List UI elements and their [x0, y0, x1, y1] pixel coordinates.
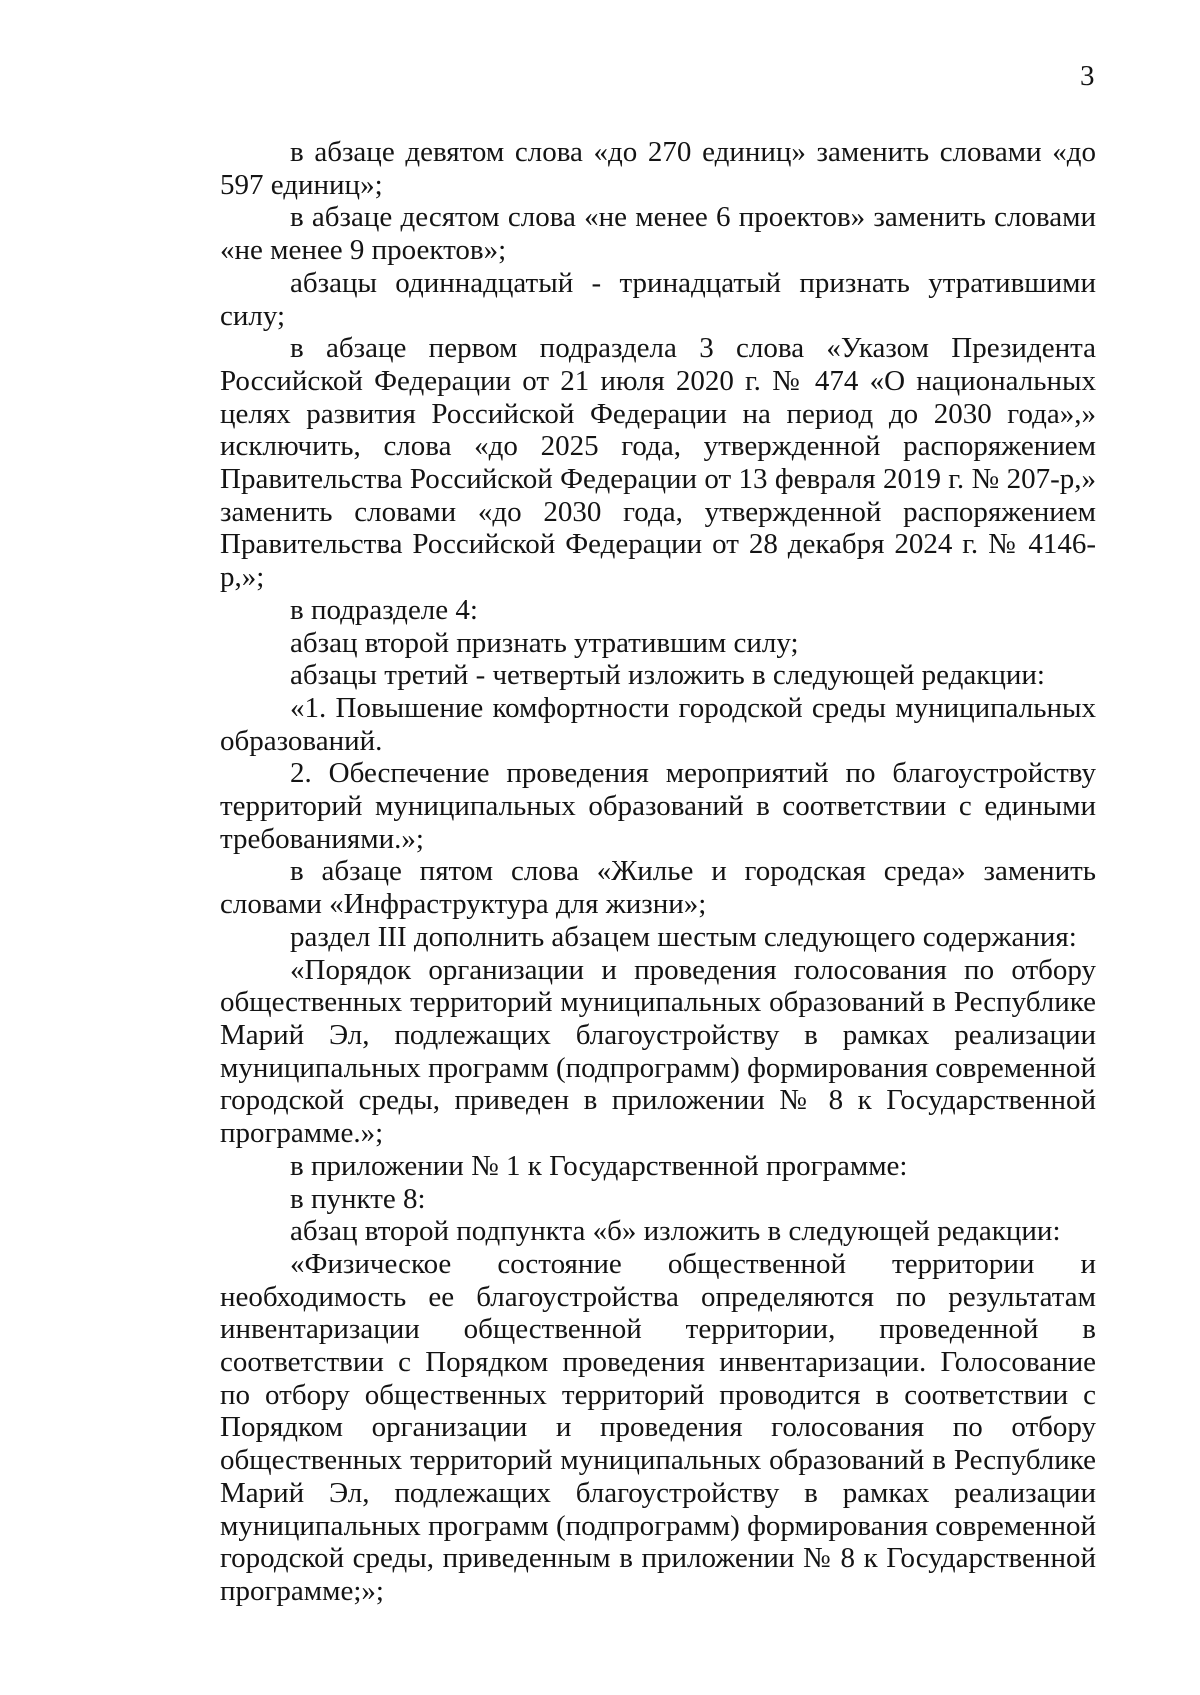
- paragraph: в абзаце десятом слова «не менее 6 проектов» заменить словами «не менее 9 проектов»;: [220, 201, 1096, 267]
- page-number: 3: [1080, 60, 1095, 92]
- paragraph: в подразделе 4:: [290, 593, 478, 626]
- paragraph: 2. Обеспечение проведения мероприятий по благоустройству территорий муниципальных образований в соответствии с едиными требованиями.»;: [220, 757, 1096, 855]
- paragraph: в абзаце пятом слова «Жилье и городская среда» заменить словами «Инфраструктура для жизни»;: [220, 855, 1096, 921]
- paragraph: раздел III дополнить абзацем шестым следующего содержания:: [290, 920, 1077, 953]
- paragraph: абзацы третий - четвертый изложить в следующей редакции:: [290, 659, 1045, 692]
- paragraph: в абзаце девятом слова «до 270 единиц» заменить словами «до 597 единиц»;: [220, 136, 1096, 201]
- paragraph: «Физическое состояние общественной территории и необходимость ее благоустройства определяются по результатам инвентаризации общественной территории, проведенной в соответствии с Порядком проведения инвентаризации. Голосование по отбору общественных территорий проводится в соответствии с Порядком организации и проведения голосования по отбору общественных территорий муниципальных образований в Республике Марий Эл, подлежащих благоустройству в рамках реализации муниципальных программ (подпрограмм) формирования современной городской среды, приведенным в приложении № 8 к Государственной программе;»;: [220, 1247, 1096, 1607]
- paragraph: «1. Повышение комфортности городской среды муниципальных образований.: [220, 691, 1096, 757]
- document-body: [220, 136, 1096, 1608]
- paragraph: в приложении № 1 к Государственной программе:: [290, 1149, 908, 1182]
- paragraph: в пункте 8:: [290, 1182, 426, 1215]
- paragraph: в абзаце первом подраздела 3 слова «Указом Президента Российской Федерации от 21 июля 2020 г. № 474 «О национальных целях развития Российской Федерации на период до 2030 года»,» исключить, слова «до 2025 года, утвержденной распоряжением Правительства Российской Федерации от 13 февраля 2019 г. № 207-р,» заменить словами «до 2030 года, утвержденной распоряжением Правительства Российской Федерации от 28 декабря 2024 г. № 4146-р,»;: [220, 332, 1096, 594]
- paragraph: «Порядок организации и проведения голосования по отбору общественных территорий муниципальных образований в Республике Марий Эл, подлежащих благоустройству в рамках реализации муниципальных программ (подпрограмм) формирования современной городской среды, приведен в приложении № 8 к Государственной программе.»;: [220, 953, 1096, 1150]
- paragraph: абзацы одиннадцатый - тринадцатый признать утратившими силу;: [220, 266, 1096, 332]
- paragraph: абзац второй признать утратившим силу;: [290, 626, 799, 659]
- paragraph: абзац второй подпункта «б» изложить в следующей редакции:: [290, 1215, 1061, 1248]
